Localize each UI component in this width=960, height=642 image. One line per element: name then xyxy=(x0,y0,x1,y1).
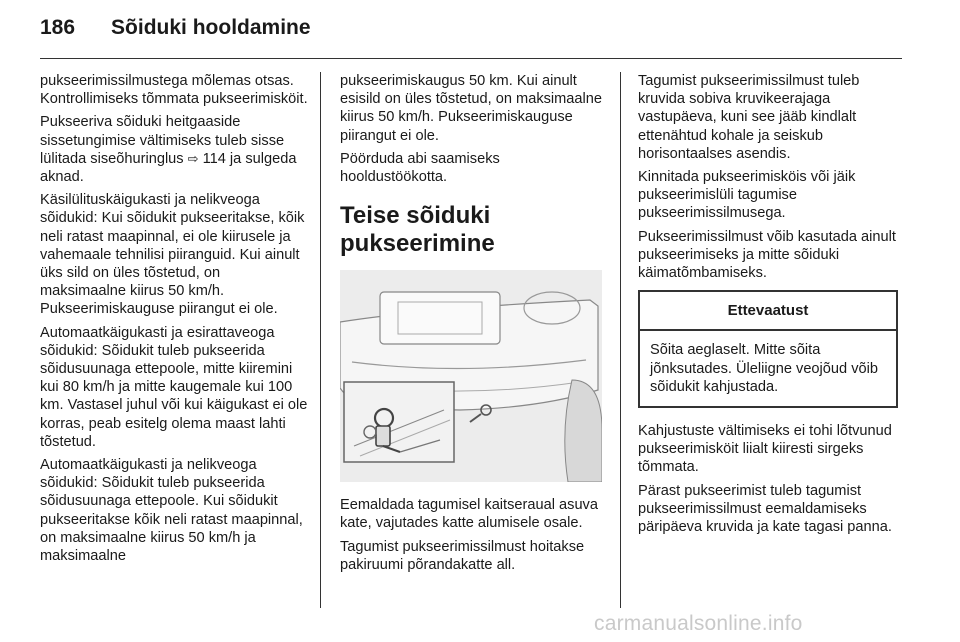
towing-eye-illustration xyxy=(340,270,602,482)
page-number: 186 xyxy=(40,16,76,39)
column-3 xyxy=(638,72,906,541)
column-1 xyxy=(40,72,308,570)
paragraph: Pukseerimissilmust võib kasutada ainult pukseerimiseks ja mitte sõiduki käimatõmbamiseks. xyxy=(638,228,896,282)
paragraph xyxy=(40,113,308,186)
rear-bumper-drawing-icon xyxy=(340,270,602,482)
caution-text: Sõita aeglaselt. Mitte sõita jõnksutades. Üleliigne veojõud võib sõidukit kahjustada. xyxy=(650,342,878,395)
watermark: carmanualsonline.info xyxy=(594,612,803,635)
paragraph: pukseerimissilmustega mõlemas otsas. Kontrollimiseks tõmmata pukseerimisköit. xyxy=(40,73,308,108)
paragraph: Pöörduda abi saamiseks hooldustöökotta. xyxy=(340,150,500,186)
paragraph-text: Pukseeriva sõiduki heitgaaside sissetungimise vältimiseks tuleb sisse lülitada siseõhuringlus xyxy=(40,114,285,167)
paragraph: Pärast pukseerimist tuleb tagumist pukseerimissilmust eemaldamiseks päripäeva kruvida ja kate tagasi panna. xyxy=(638,482,892,536)
paragraph: Kahjustuste vältimiseks ei tohi lõtvunud pukseerimisköit liialt kiiresti sirgeks tõmmata. xyxy=(638,423,892,476)
paragraph: Kinnitada pukseerimisköis või jäik pukseerimislüli tagumise pukseerimissilmusega. xyxy=(638,169,856,222)
page-header xyxy=(40,16,900,56)
column-divider xyxy=(620,72,621,608)
caution-title: Ettevaatust xyxy=(640,292,896,331)
paragraph: pukseerimiskaugus 50 km. Kui ainult esisild on üles tõstetud, on maksimaalne kiirus 50 km/h. Pukseerimiskauguse piirangut ei ole. xyxy=(340,73,603,144)
paragraph: Eemaldada tagumisel kaitseraual asuva kate, vajutades katte alumisele osale. xyxy=(340,497,598,532)
page-title: Sõiduki hooldamine xyxy=(111,16,311,39)
section-heading: Teise sõiduki pukseerimine xyxy=(340,202,495,258)
caution-box xyxy=(638,290,898,408)
paragraph: Automaatkäigukasti ja esirattaveoga sõidukid: Sõidukit tuleb pukseerida sõidusuunaga ettepoole, mitte kiiremini kui 80 km/h ja mitte kaugemale kui 100 km. Vastasel juhul või kui käigukast ei ole korras, peab esitelg olema maast lahti tõstetud. xyxy=(40,324,308,450)
column-2 xyxy=(340,72,608,579)
header-divider xyxy=(40,58,902,59)
paragraph: Tagumist pukseerimissilmust tuleb kruvida sobiva kruvikeerajaga vastupäeva, kuni see jääb kindlalt ettenähtud kohale ja seiskub horisontaalses asendis. xyxy=(638,73,860,162)
paragraph: Käsilülituskäigukasti ja nelikveoga sõidukid: Kui sõidukit pukseeritakse, kõik neli ratast maapinnal, ei ole kiirusele ja vahemaale tehnilisi piiranguid. Kui ainult üks sild on üles tõstetud, on maksimaalne kiirus 50 km/h. Pukseerimiskauguse piirangut ei ole. xyxy=(40,192,305,318)
paragraph-text: 114 ja sulgeda aknad. xyxy=(40,150,297,186)
page-reference-arrow-icon[interactable]: ⇨ xyxy=(187,150,199,166)
paragraph: Automaatkäigukasti ja nelikveoga sõidukid: Sõidukit tuleb pukseerida sõidusuunaga ettepoole. Kui sõidukit pukseeritakse kõik neli ratast maapinnal, on maksimaalne kiirus 50 km/h ja maksimaalne xyxy=(40,457,303,565)
paragraph: Tagumist pukseerimissilmust hoitakse pakiruumi põrandakatte all. xyxy=(340,538,585,573)
column-divider xyxy=(320,72,321,608)
